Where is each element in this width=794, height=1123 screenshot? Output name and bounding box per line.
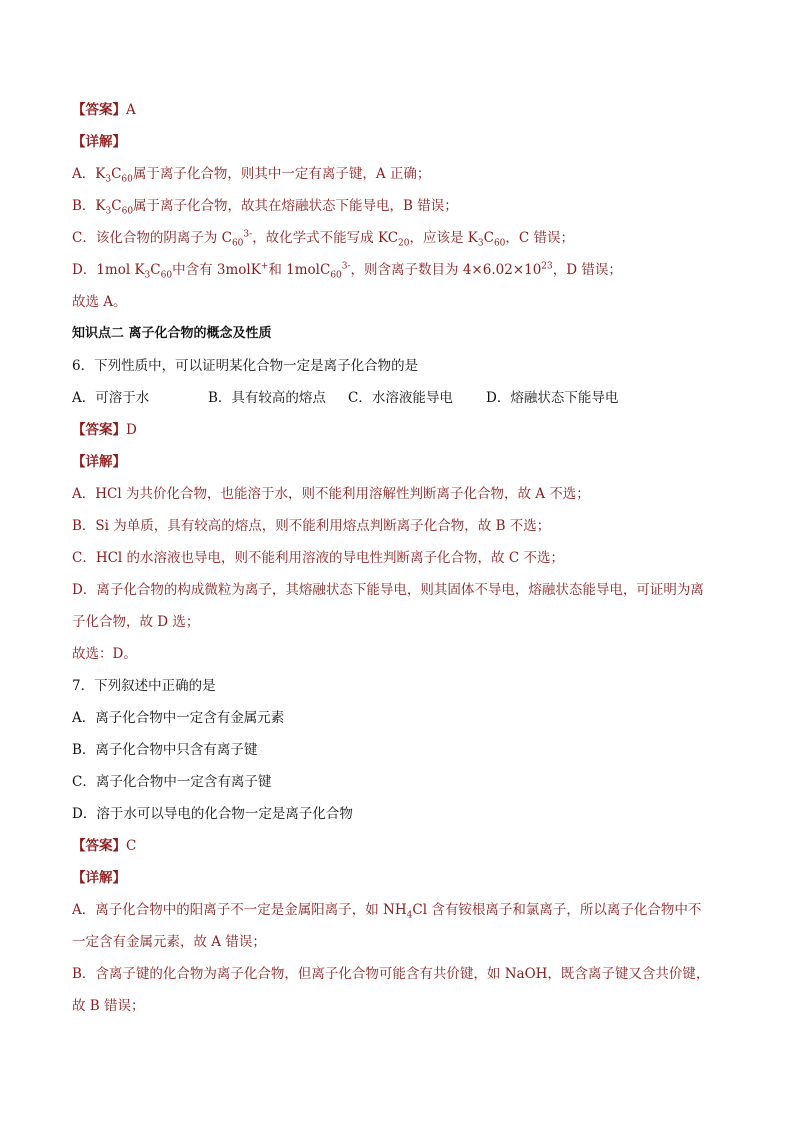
- q6-option-d: D．熔融状态下能导电: [486, 390, 619, 406]
- q6-option-b: B．具有较高的熔点: [208, 390, 326, 406]
- conclusion-1: 故选 A。: [72, 294, 127, 310]
- q7-analysis-b-2: 故 B 错误；: [72, 998, 145, 1014]
- answer-label: 【答案】: [72, 838, 126, 854]
- q6-stem: 6．下列性质中，可以证明某化合物一定是离子化合物的是: [72, 358, 419, 374]
- answer-value: D: [126, 422, 137, 438]
- q6-analysis-a: A．HCl 为共价化合物，也能溶于水，则不能利用溶解性判断离子化合物，故 A 不选；: [72, 486, 590, 502]
- detail-line-2: [72, 452, 126, 472]
- q6-options: [72, 388, 618, 408]
- q7-analysis-a-2: 一定含有金属元素，故 A 错误；: [72, 934, 266, 950]
- answer-label: 【答案】: [72, 102, 126, 118]
- q5-analysis-d: D．1mol $K_3C_{60}$中含有 3molK+和 1molC$_{60}^{3-}$，则含离子数目为 $4\times 6.02\times 10^{23}$，D 错误；: [72, 261, 622, 281]
- detail-label: 【详解】: [72, 870, 126, 886]
- q7-option-a: A．离子化合物中一定含有金属元素: [72, 710, 285, 726]
- detail-label: 【详解】: [72, 134, 126, 150]
- q6-analysis-d-2: 子化合物，故 D 选；: [72, 614, 200, 630]
- q7-analysis-a-1: A．离子化合物中的阳离子不一定是金属阳离子，如 $NH_4Cl$ 含有铵根离子和氯离子，所以离子化合物中不: [72, 902, 702, 921]
- q6-option-c: C．水溶液能导电: [348, 390, 453, 406]
- detail-line-1: [72, 132, 126, 152]
- q6-analysis-c: C．HCl 的水溶液也导电，则不能利用溶液的导电性判断离子化合物，故 C 不选；: [72, 550, 564, 566]
- answer-label: 【答案】: [72, 422, 126, 438]
- q6-analysis-d-1: D．离子化合物的构成微粒为离子，其熔融状态下能导电，则其固体不导电，熔融状态能导电，可证明为离: [72, 582, 704, 598]
- q7-stem: 7．下列叙述中正确的是: [72, 678, 216, 694]
- q7-option-d: D．溶于水可以导电的化合物一定是离子化合物: [72, 806, 353, 822]
- conclusion-2: 故选：D。: [72, 646, 137, 662]
- answer-value: C: [126, 838, 137, 854]
- q7-option-b: B．离子化合物中只含有离子键: [72, 742, 258, 758]
- answer-value: A: [126, 102, 136, 118]
- q7-analysis-b-1: B．含离子键的化合物为离子化合物，但离子化合物可能含有共价键，如 NaOH，既含离子键又含共价键，: [72, 966, 710, 982]
- q7-option-c: C．离子化合物中一定含有离子键: [72, 774, 272, 790]
- detail-line-3: [72, 868, 126, 888]
- q5-analysis-a: A．$K_3C_{60}$属于离子化合物，则其中一定有离子键，A 正确；: [72, 166, 431, 185]
- answer-line-2: [72, 420, 137, 440]
- q6-analysis-b: B．Si 为单质，具有较高的熔点，则不能利用熔点判断离子化合物，故 B 不选；: [72, 518, 551, 534]
- answer-line-1: [72, 100, 136, 120]
- q5-analysis-b: B．$K_3C_{60}$属于离子化合物，故其在熔融状态下能导电，B 错误；: [72, 198, 458, 217]
- answer-line-3: [72, 836, 136, 856]
- q6-option-a: A．可溶于水: [72, 390, 150, 406]
- section-title: 知识点二 离子化合物的概念及性质: [72, 326, 272, 341]
- q5-analysis-c: C．该化合物的阴离子为 $C_{60}^{3-}$，故化学式不能写成 $KC_{20}$，应该是 $K_3C_{60}$，C 错误；: [72, 229, 575, 249]
- detail-label: 【详解】: [72, 454, 126, 470]
